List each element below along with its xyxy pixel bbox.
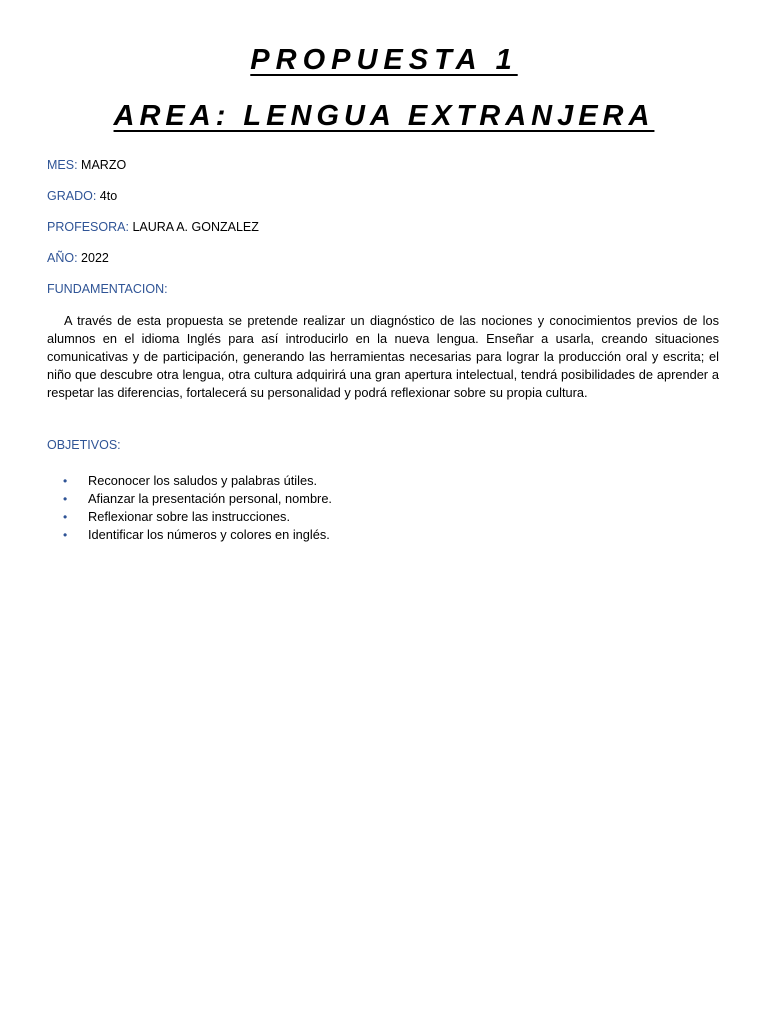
field-anio-value: 2022 bbox=[77, 251, 109, 265]
field-mes-label: MES: bbox=[47, 158, 78, 172]
list-item-text: Reconocer los saludos y palabras útiles. bbox=[88, 473, 318, 488]
field-profesora-value: LAURA A. GONZALEZ bbox=[128, 220, 259, 234]
bullet-icon: • bbox=[63, 510, 68, 524]
list-item-text: Reflexionar sobre las instrucciones. bbox=[88, 509, 291, 524]
bullet-icon: • bbox=[63, 474, 68, 488]
field-grado bbox=[47, 188, 117, 204]
list-item-text: Afianzar la presentación personal, nombre. bbox=[88, 491, 332, 506]
fundamentacion-paragraph: A través de esta propuesta se pretende realizar un diagnóstico de las nociones y conocimientos previos de los alumnos en el idioma Inglés para así introducirlo en la nueva lengua. Enseñar a usarla, creando situaciones comunicativas y de participación, generando las herramientas necesarias para lograr la producción oral y escrita; el niño que descubre otra lengua, otra cultura adquirirá una gran apertura intelectual, tendrá posibilidades de aprender a respetar las diferencias, fortalecerá su personalidad y podrá reflexionar sobre su propia cultura. bbox=[47, 313, 719, 400]
field-grado-value: 4to bbox=[96, 189, 118, 203]
field-profesora-label: PROFESORA: bbox=[47, 220, 129, 234]
section-heading-objetivos bbox=[47, 437, 121, 453]
objetivos-label: OBJETIVOS: bbox=[47, 438, 121, 452]
objetivos-list bbox=[47, 472, 719, 544]
field-anio bbox=[47, 250, 109, 266]
list-item bbox=[47, 526, 719, 544]
field-grado-label: GRADO: bbox=[47, 189, 97, 203]
document-title: PROPUESTA 1 bbox=[250, 44, 518, 76]
field-mes bbox=[47, 157, 126, 173]
list-item bbox=[47, 472, 719, 490]
list-item-text: Identificar los números y colores en inglés. bbox=[88, 527, 330, 542]
field-profesora bbox=[47, 219, 259, 235]
field-mes-value: MARZO bbox=[77, 158, 127, 172]
field-anio-label: AÑO: bbox=[47, 251, 78, 265]
document-subtitle: AREA: LENGUA EXTRANJERA bbox=[113, 100, 655, 132]
list-item bbox=[47, 508, 719, 526]
list-item bbox=[47, 490, 719, 508]
fundamentacion-label: FUNDAMENTACION: bbox=[47, 282, 168, 296]
section-heading-fundamentacion bbox=[47, 281, 168, 297]
bullet-icon: • bbox=[63, 528, 68, 542]
bullet-icon: • bbox=[63, 492, 68, 506]
